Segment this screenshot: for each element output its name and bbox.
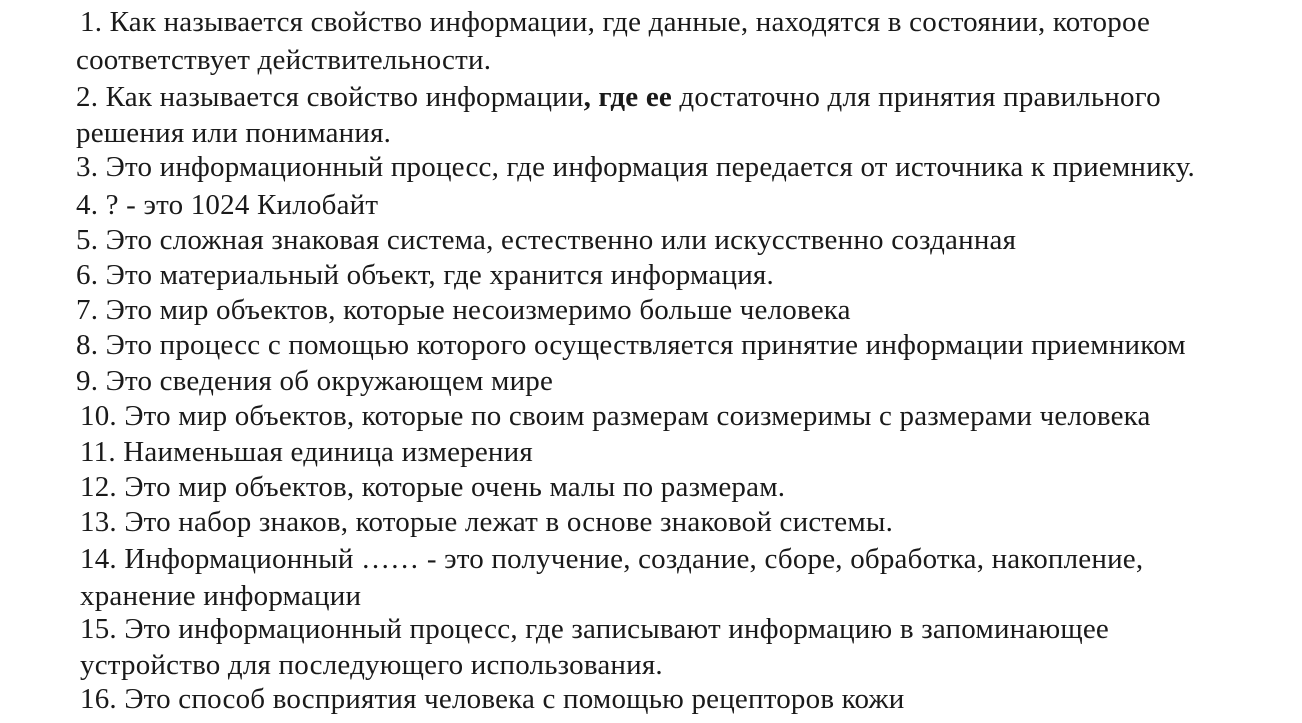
question-number: 16. bbox=[80, 683, 117, 715]
question-9 bbox=[76, 367, 553, 396]
question-text: Это сложная знаковая система, естественно или искусственно созданная bbox=[105, 224, 1017, 256]
question-text: Это мир объектов, которые по своим размерам соизмеримы с размерами человека bbox=[124, 400, 1151, 432]
question-number: 14. bbox=[80, 543, 117, 575]
question-text: Это процесс с помощью которого осуществляется принятие информации приемником bbox=[105, 329, 1186, 361]
question-number: 6. bbox=[76, 259, 99, 291]
question-text: Это способ восприятия человека с помощью рецепторов кожи bbox=[124, 683, 905, 715]
question-1-line-2 bbox=[76, 46, 491, 75]
question-text: ? - это 1024 Килобайт bbox=[105, 189, 379, 221]
question-text: Это сведения об окружающем мире bbox=[105, 365, 554, 397]
question-15-line-2 bbox=[80, 651, 663, 680]
question-2-line-2 bbox=[76, 119, 391, 148]
question-4 bbox=[76, 191, 378, 220]
question-text: Это материальный объект, где хранится информация. bbox=[105, 259, 774, 291]
question-number: 1. bbox=[80, 6, 103, 38]
question-number: 9. bbox=[76, 365, 99, 397]
question-number: 10. bbox=[80, 400, 117, 432]
question-number: 5. bbox=[76, 224, 99, 256]
question-number: 15. bbox=[80, 613, 117, 645]
question-number: 12. bbox=[80, 471, 117, 503]
question-3 bbox=[76, 153, 1195, 182]
question-14-line-1 bbox=[80, 545, 1143, 574]
question-13 bbox=[80, 508, 893, 537]
question-number: 11. bbox=[80, 436, 116, 468]
question-7 bbox=[76, 296, 851, 325]
question-8 bbox=[76, 331, 1186, 360]
question-text: устройство для последующего использования. bbox=[80, 649, 663, 681]
question-2-line-1 bbox=[76, 83, 1161, 112]
question-text: решения или понимания. bbox=[76, 117, 392, 149]
question-5 bbox=[76, 226, 1016, 255]
question-number: 13. bbox=[80, 506, 117, 538]
question-16 bbox=[80, 685, 904, 714]
question-10 bbox=[80, 402, 1151, 431]
question-text: Это информационный процесс, где информация передается от источника к приемнику. bbox=[105, 151, 1195, 183]
question-number: 4. bbox=[76, 189, 99, 221]
question-text: соответствует действительности. bbox=[76, 44, 492, 76]
question-number: 8. bbox=[76, 329, 99, 361]
question-text: Информационный …… - это получение, создание, сборе, обработка, накопление, bbox=[124, 543, 1144, 575]
question-text: Как называется свойство информации, где данные, находятся в состоянии, которое bbox=[109, 6, 1151, 38]
question-number: 2. bbox=[76, 81, 99, 113]
question-text: достаточно для принятия правильного bbox=[671, 81, 1161, 113]
question-15-line-1 bbox=[80, 615, 1109, 644]
question-text: хранение информации bbox=[80, 580, 362, 612]
question-text: Это набор знаков, которые лежат в основе знаковой системы. bbox=[124, 506, 894, 538]
question-6 bbox=[76, 261, 774, 290]
question-1-line-1 bbox=[80, 8, 1150, 37]
question-14-line-2 bbox=[80, 582, 361, 611]
question-text: Это мир объектов, которые очень малы по размерам. bbox=[124, 471, 786, 503]
question-text: Это информационный процесс, где записывают информацию в запоминающее bbox=[124, 613, 1110, 645]
question-number: 7. bbox=[76, 294, 99, 326]
question-12 bbox=[80, 473, 785, 502]
question-text: Как называется свойство информации bbox=[105, 81, 584, 113]
question-text-bold: , где ее bbox=[583, 81, 672, 113]
question-11 bbox=[80, 438, 533, 467]
question-number: 3. bbox=[76, 151, 99, 183]
question-text: Это мир объектов, которые несоизмеримо больше человека bbox=[105, 294, 851, 326]
question-text: Наименьшая единица измерения bbox=[123, 436, 533, 468]
